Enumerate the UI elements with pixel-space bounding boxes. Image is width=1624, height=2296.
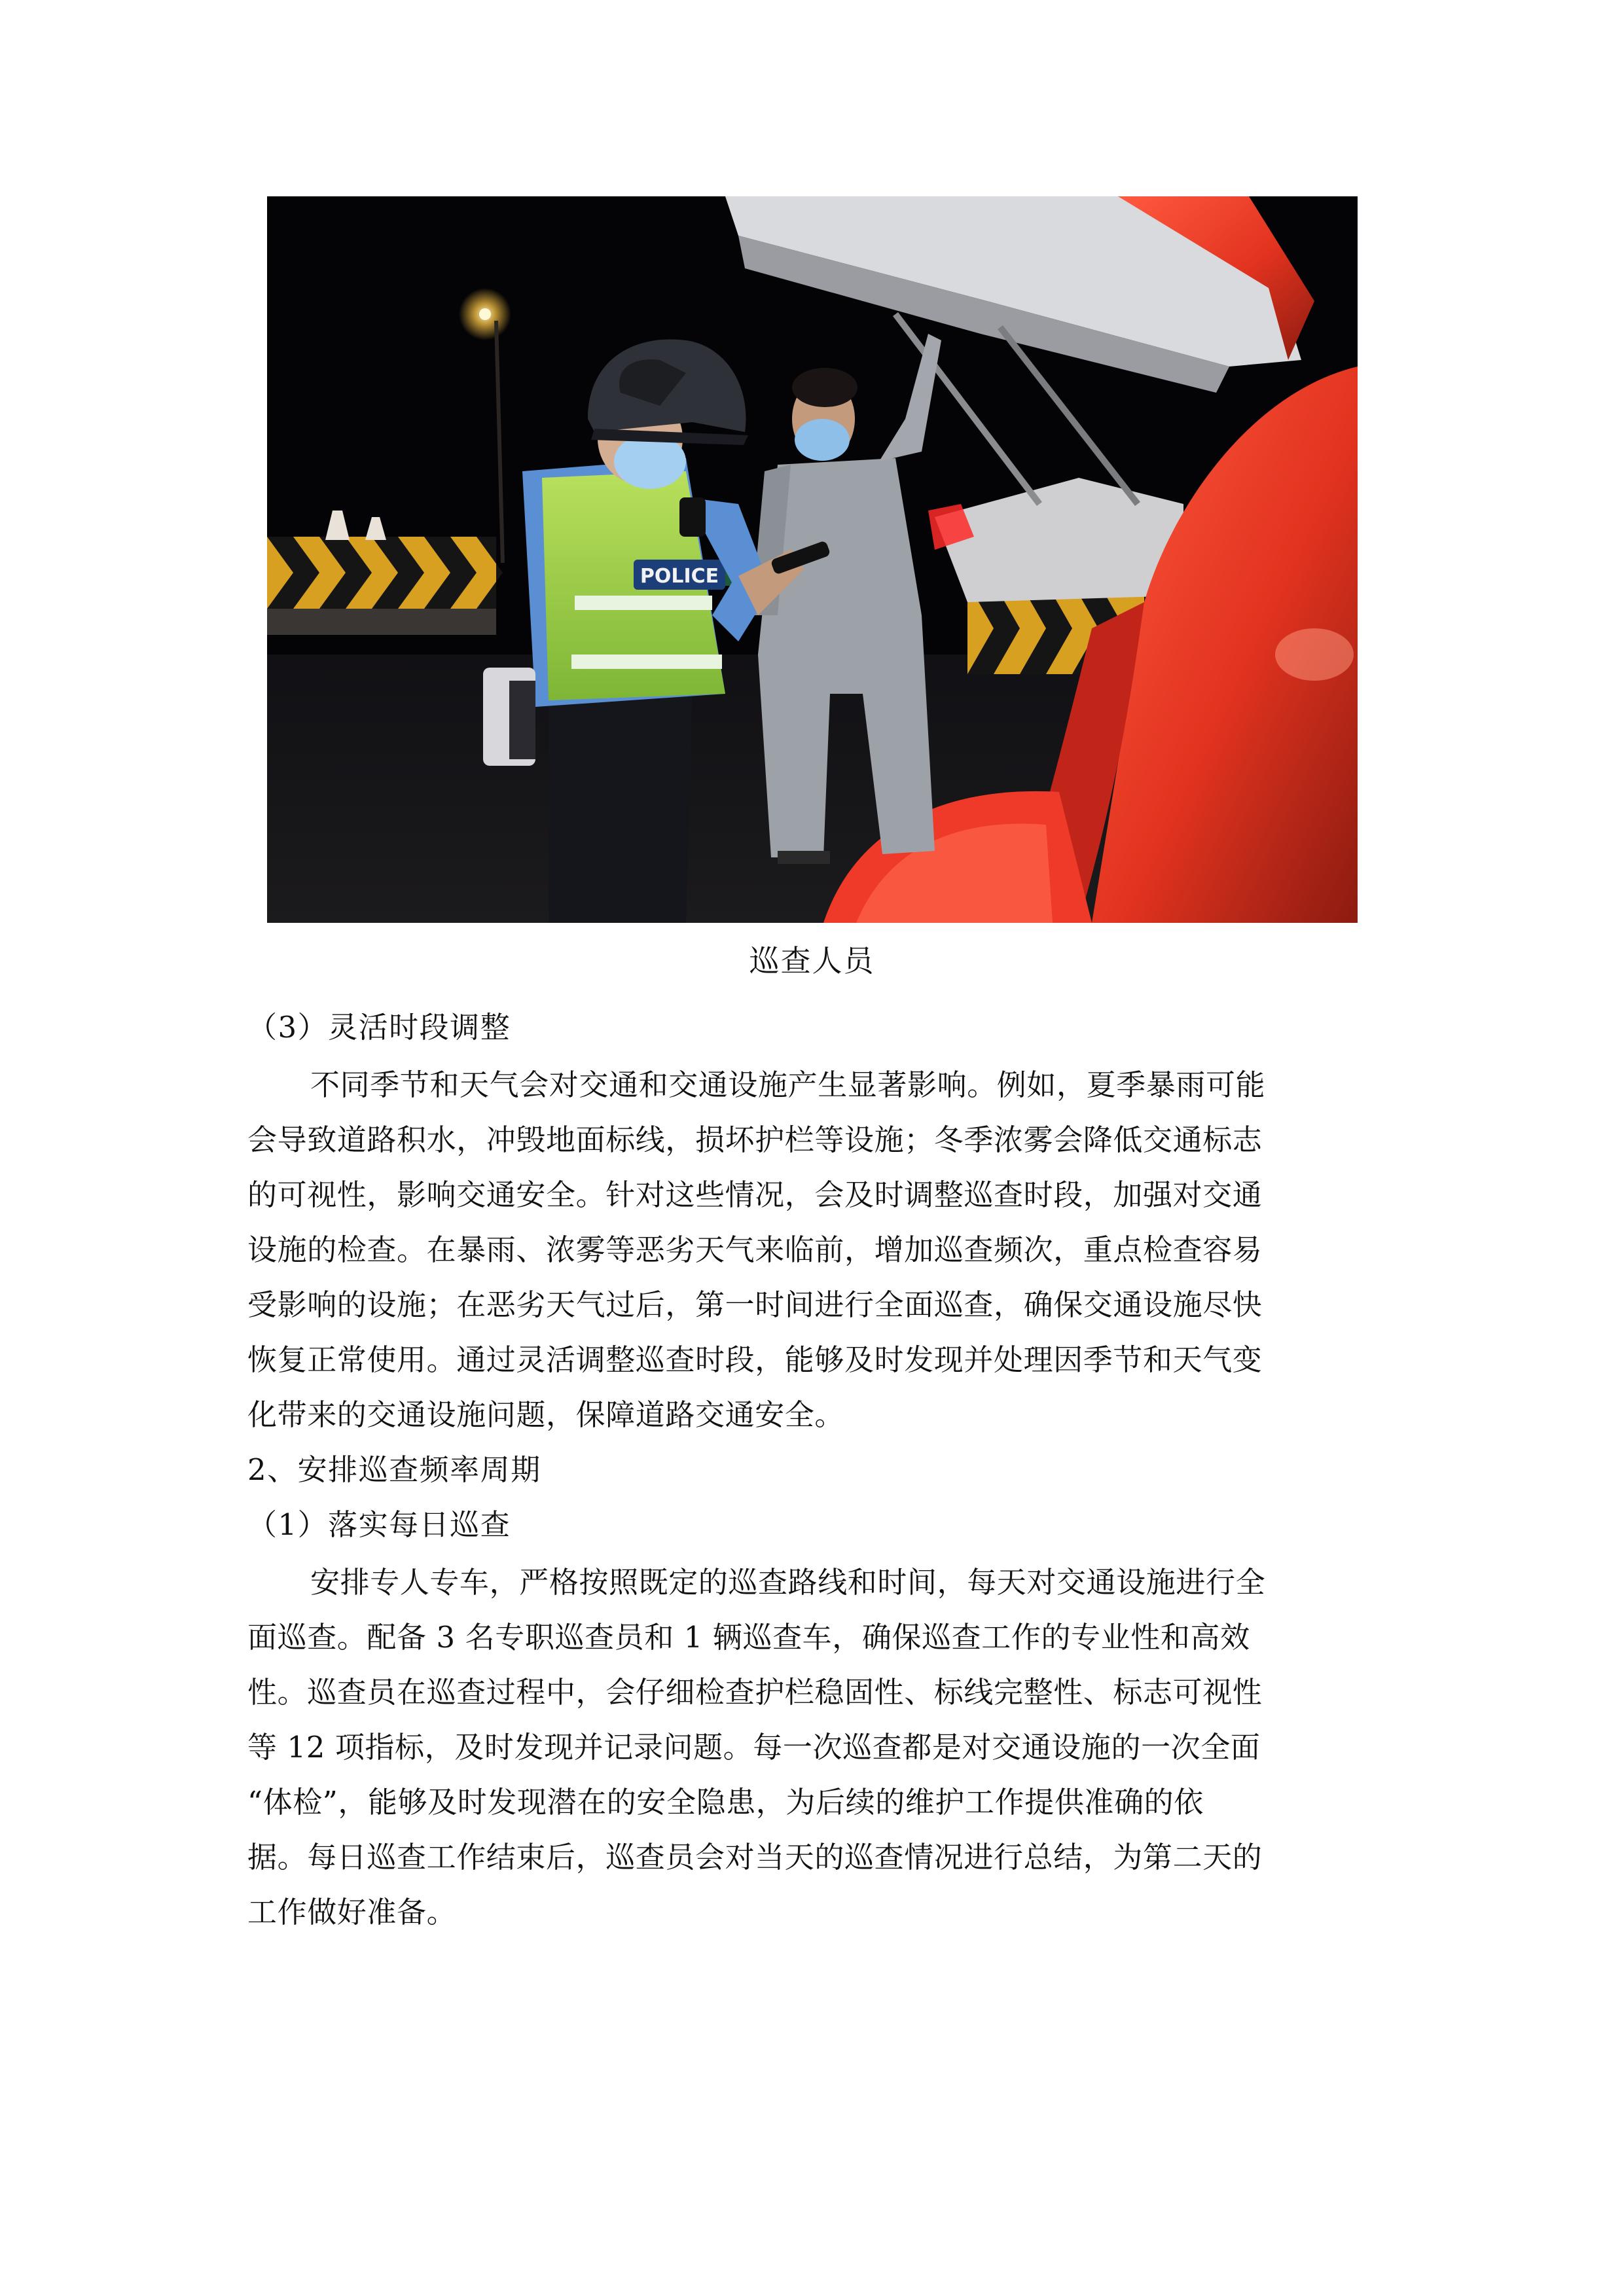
- paragraph-line: 的可视性，影响交通安全。针对这些情况，会及时调整巡查时段，加强对交通: [247, 1177, 1263, 1212]
- paragraph-line: 化带来的交通设施问题，保障道路交通安全。: [247, 1397, 845, 1432]
- paragraph-line: “体检”，能够及时发现潜在的安全隐患，为后续的维护工作提供准确的依: [247, 1785, 1204, 1820]
- section-2-1-heading: （1）落实每日巡查: [247, 1507, 511, 1542]
- paragraph-line: 据。每日巡查工作结束后，巡查员会对当天的巡查情况进行总结，为第二天的: [247, 1840, 1263, 1874]
- paragraph-line: 工作做好准备。: [247, 1895, 457, 1929]
- paragraph-line: 面巡查。配备 3 名专职巡查员和 1 辆巡查车，确保巡查工作的专业性和高效: [247, 1620, 1250, 1655]
- vest-patch-text: POLICE: [640, 565, 719, 588]
- paragraph-line: 不同季节和天气会对交通和交通设施产生显著影响。例如，夏季暴雨可能: [310, 1067, 1266, 1102]
- paragraph-line: 等 12 项指标，及时发现并记录问题。每一次巡查都是对交通设施的一次全面: [247, 1730, 1261, 1765]
- paragraph-line: 安排专人专车，严格按照既定的巡查路线和时间，每天对交通设施进行全: [310, 1565, 1266, 1600]
- section-3-heading: （3）灵活时段调整: [247, 1010, 511, 1045]
- chevron-barrier-left: [267, 537, 503, 635]
- paragraph-line: 会导致道路积水，冲毁地面标线，损坏护栏等设施；冬季浓雾会降低交通标志: [247, 1122, 1263, 1157]
- document-body: [247, 1000, 1379, 1940]
- paragraph-line: 设施的检查。在暴雨、浓雾等恶劣天气来临前，增加巡查频次，重点检查容易: [247, 1232, 1263, 1267]
- inspection-photo: [267, 196, 1358, 923]
- paragraph-line: 性。巡查员在巡查过程中，会仔细检查护栏稳固性、标线完整性、标志可视性: [247, 1675, 1263, 1710]
- paragraph-line: 受影响的设施；在恶劣天气过后，第一时间进行全面巡查，确保交通设施尽快: [247, 1287, 1263, 1322]
- section-2-heading: 2、安排巡查频率周期: [247, 1452, 541, 1487]
- paragraph-line: 恢复正常使用。通过灵活调整巡查时段，能够及时发现并处理因季节和天气变: [247, 1342, 1263, 1377]
- night-police-vehicle-inspection-photo-icon: [267, 196, 1358, 923]
- figure-caption: 巡查人员: [749, 943, 875, 978]
